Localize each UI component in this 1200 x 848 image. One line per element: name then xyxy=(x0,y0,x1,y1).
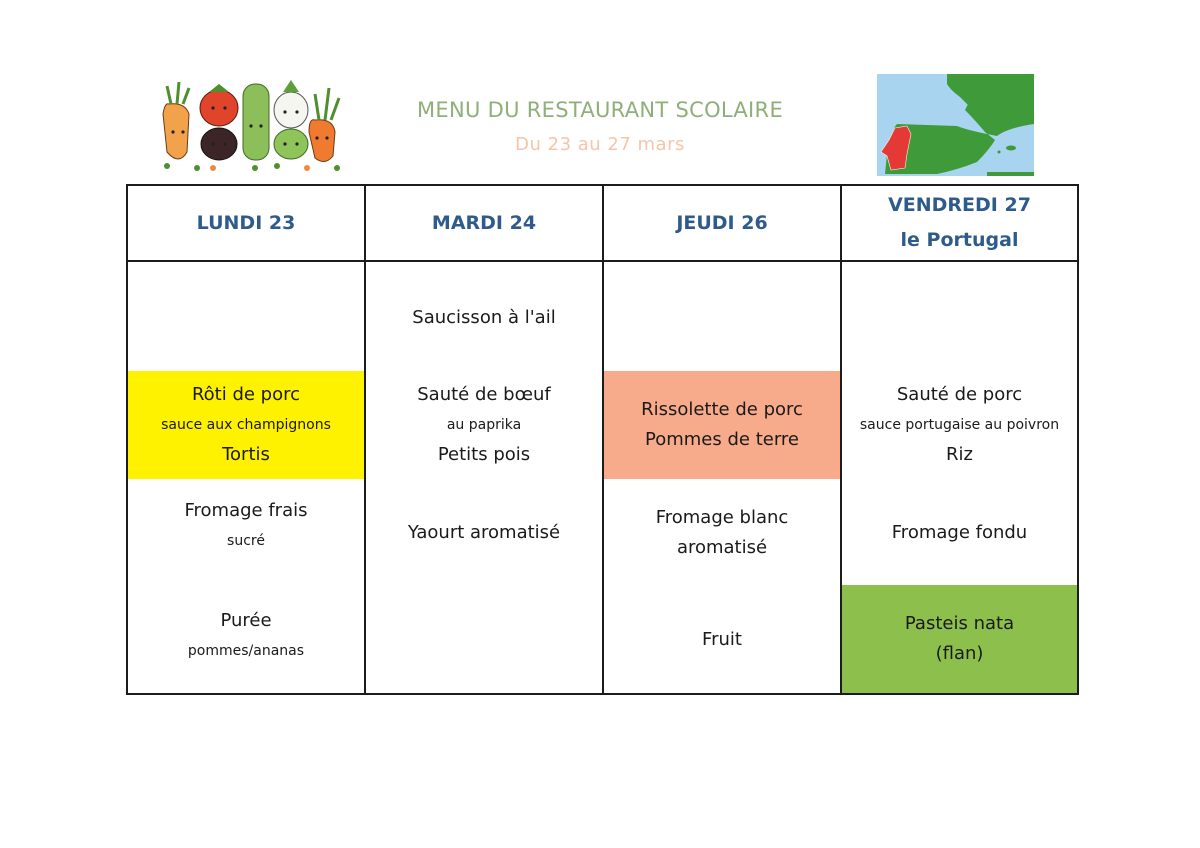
dairy-detail: sucré xyxy=(227,533,265,549)
main-dish: Sauté de bœuf xyxy=(417,384,551,405)
dairy-detail: aromatisé xyxy=(676,537,768,558)
main-dish: Sauté de porc xyxy=(896,384,1023,405)
day-header xyxy=(366,186,602,262)
dessert-item: Purée xyxy=(220,610,272,631)
main-dish-detail: sauce portugaise au poivron xyxy=(859,417,1060,433)
day-column-lundi xyxy=(128,186,366,693)
dairy-cell xyxy=(128,491,364,561)
main-dish-detail: sauce aux champignons xyxy=(161,417,331,433)
starter-cell xyxy=(366,301,602,335)
day-header xyxy=(128,186,364,262)
dairy-cell xyxy=(604,501,840,565)
main-course-cell xyxy=(842,376,1077,474)
main-course-cell xyxy=(128,371,364,479)
dessert-item: Fruit xyxy=(702,629,742,650)
dessert-cell xyxy=(604,623,840,657)
side-dish: Petits pois xyxy=(437,444,531,465)
day-header xyxy=(604,186,840,262)
starter-item: Saucisson à l'ail xyxy=(412,307,556,328)
dessert-detail: pommes/ananas xyxy=(187,643,305,659)
dairy-cell xyxy=(366,516,602,550)
menu-date-range: Du 23 au 27 mars xyxy=(515,134,685,155)
day-column-vendredi xyxy=(842,186,1077,693)
dairy-cell xyxy=(842,516,1077,550)
day-column-mardi xyxy=(366,186,604,693)
day-label: VENDREDI 27 xyxy=(888,194,1031,216)
day-label: JEUDI 26 xyxy=(676,211,768,234)
main-dish-detail: au paprika xyxy=(446,417,522,433)
dairy-item: Fromage blanc xyxy=(655,507,789,528)
dessert-item: Pasteis nata xyxy=(904,613,1015,634)
day-theme: le Portugal xyxy=(900,229,1019,251)
side-dish: Tortis xyxy=(222,444,270,465)
dairy-item: Fromage frais xyxy=(184,500,308,521)
dessert-cell xyxy=(842,585,1077,693)
dairy-item: Yaourt aromatisé xyxy=(407,522,561,543)
main-course-cell xyxy=(604,371,840,479)
main-course-cell xyxy=(366,376,602,474)
menu-title: MENU DU RESTAURANT SCOLAIRE xyxy=(416,98,784,122)
dessert-detail: (flan) xyxy=(935,643,984,664)
main-dish: Rôti de porc xyxy=(191,384,301,405)
dessert-cell xyxy=(128,601,364,671)
side-dish: Pommes de terre xyxy=(645,429,799,450)
main-dish: Rissolette de porc xyxy=(641,399,803,420)
day-label: MARDI 24 xyxy=(431,211,537,234)
day-label: LUNDI 23 xyxy=(196,211,296,234)
day-column-jeudi xyxy=(604,186,842,693)
portugal-map xyxy=(877,74,1034,176)
weekly-menu-table xyxy=(126,184,1079,695)
vegetables-illustration xyxy=(157,74,352,176)
side-dish: Riz xyxy=(946,444,973,465)
day-header xyxy=(842,186,1077,262)
dairy-item: Fromage fondu xyxy=(891,522,1028,543)
